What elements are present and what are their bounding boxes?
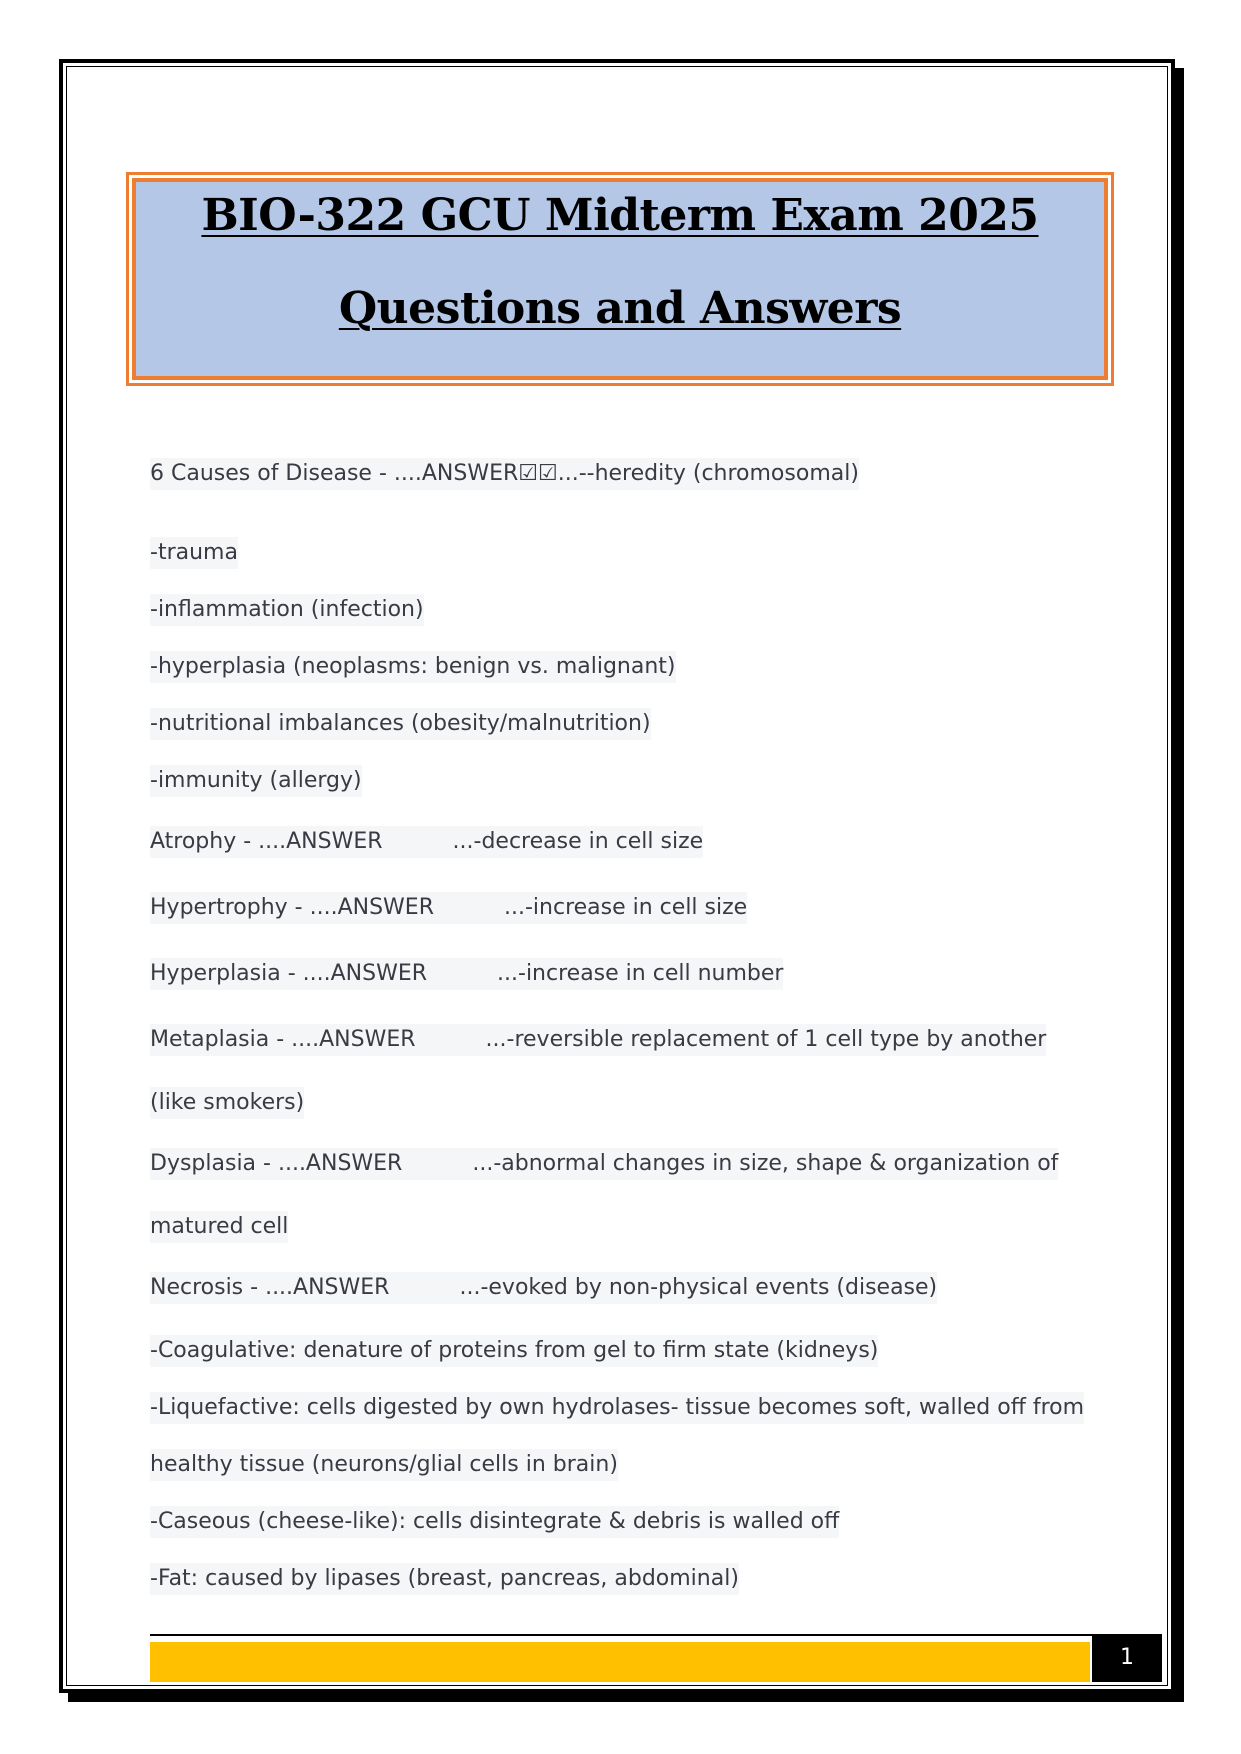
necrosis-fat: -Fat: caused by lipases (breast, pancreas, abdominal) xyxy=(150,1563,739,1595)
qa-term: Dysplasia - ....ANSWER xyxy=(150,1151,403,1176)
qa-answer: ...-decrease in cell size xyxy=(452,829,704,854)
necrosis-liquefactive: -Liquefactive: cells digested by own hydrolases- tissue becomes soft, walled off from xyxy=(150,1392,1084,1424)
qa-hyperplasia xyxy=(150,958,783,990)
page-title-line2: Questions and Answers xyxy=(338,283,902,334)
footer-bar xyxy=(150,1642,1090,1682)
qa-term: Hypertrophy - ....ANSWER xyxy=(150,895,434,920)
qa-answer: ...-increase in cell number xyxy=(497,961,784,986)
necrosis-caseous: -Caseous (cheese-like): cells disintegrate & debris is walled off xyxy=(150,1506,839,1538)
page-title-line1: BIO-322 GCU Midterm Exam 2025 xyxy=(201,190,1039,241)
cause-item-inflammation: -inflammation (infection) xyxy=(150,594,424,626)
causes-heading: 6 Causes of Disease - ....ANSWER☑☑...--heredity (chromosomal) xyxy=(150,458,859,490)
qa-answer: ...-evoked by non-physical events (disease) xyxy=(459,1275,938,1300)
qa-atrophy xyxy=(150,826,703,858)
qa-dysplasia xyxy=(150,1148,1058,1180)
cause-item-hyperplasia: -hyperplasia (neoplasms: benign vs. malignant) xyxy=(150,651,676,683)
necrosis-coagulative: -Coagulative: denature of proteins from gel to firm state (kidneys) xyxy=(150,1335,878,1367)
qa-metaplasia-cont: (like smokers) xyxy=(150,1087,304,1119)
cause-item-immunity: -immunity (allergy) xyxy=(150,765,362,797)
footer-rule xyxy=(150,1634,1092,1636)
qa-dysplasia-cont: matured cell xyxy=(150,1211,288,1243)
qa-answer: ...-increase in cell size xyxy=(504,895,748,920)
qa-metaplasia xyxy=(150,1024,1046,1056)
qa-answer: ...-reversible replacement of 1 cell type by another xyxy=(485,1027,1047,1052)
qa-term: Atrophy - ....ANSWER xyxy=(150,829,383,854)
qa-term: Hyperplasia - ....ANSWER xyxy=(150,961,428,986)
necrosis-liquefactive-cont: healthy tissue (neurons/glial cells in brain) xyxy=(150,1449,618,1481)
qa-necrosis xyxy=(150,1272,937,1304)
cause-item-nutritional: -nutritional imbalances (obesity/malnutrition) xyxy=(150,708,651,740)
qa-answer: ...-abnormal changes in size, shape & organization of xyxy=(472,1151,1059,1176)
page-number: 1 xyxy=(1092,1634,1162,1682)
qa-term: Metaplasia - ....ANSWER xyxy=(150,1027,416,1052)
cause-item-trauma: -trauma xyxy=(150,537,238,569)
qa-term: Necrosis - ....ANSWER xyxy=(150,1275,390,1300)
qa-hypertrophy xyxy=(150,892,747,924)
